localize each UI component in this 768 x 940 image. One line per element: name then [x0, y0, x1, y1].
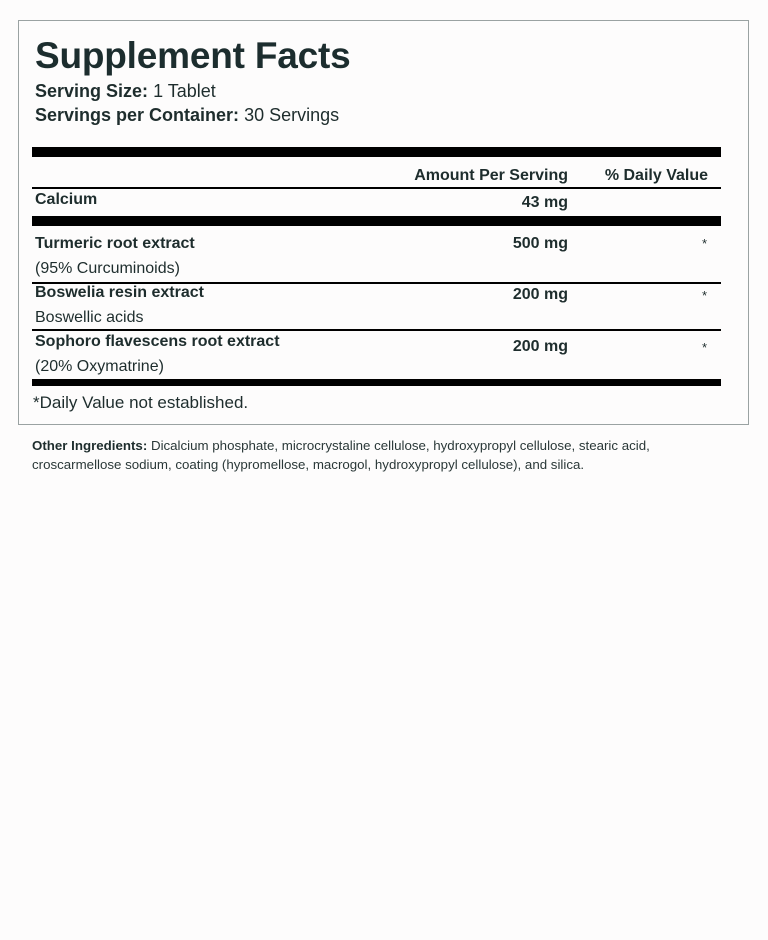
divider-thin	[32, 187, 721, 189]
ingredient-name: Turmeric root extract	[35, 235, 195, 252]
other-ingredients-label: Other Ingredients:	[32, 438, 148, 453]
serving-size-line	[35, 81, 216, 102]
divider-thick	[32, 147, 721, 157]
daily-value-footnote: *Daily Value not established.	[33, 393, 249, 412]
other-ingredients-text: Dicalcium phosphate, microcrystaline cellulose, hydroxypropyl cellulose, stearic acid, croscarmellose sodium, coating (hypromellose, macrogol, hydroxypropyl cellulose), and silica.	[32, 438, 650, 472]
column-header-daily-value: % Daily Value	[604, 167, 708, 184]
ingredient-amount: 200 mg	[512, 286, 568, 303]
ingredient-detail: (95% Curcuminoids)	[35, 260, 180, 277]
nutrient-name: Calcium	[35, 191, 98, 208]
ingredient-amount: 200 mg	[512, 338, 568, 355]
divider-thick	[32, 216, 721, 226]
column-header-amount: Amount Per Serving	[414, 167, 568, 184]
servings-per-container-line	[35, 105, 339, 126]
divider-thin	[32, 329, 721, 331]
page-title: Supplement Facts	[35, 35, 351, 76]
ingredient-daily-value: *	[701, 288, 707, 303]
ingredient-name: Boswelia resin extract	[35, 284, 204, 301]
servings-per-container-value: 30 Servings	[244, 105, 340, 125]
ingredient-detail: (20% Oxymatrine)	[35, 358, 164, 375]
serving-size-value: 1 Tablet	[153, 81, 216, 101]
ingredient-detail: Boswellic acids	[35, 309, 144, 326]
ingredient-daily-value: *	[701, 236, 707, 251]
servings-per-container-label: Servings per Container:	[35, 105, 240, 125]
supplement-facts-panel	[18, 20, 749, 425]
divider-thick	[32, 379, 721, 386]
ingredient-daily-value: *	[701, 340, 707, 355]
ingredient-amount: 500 mg	[512, 235, 568, 252]
serving-size-label: Serving Size:	[35, 81, 149, 101]
ingredient-name: Sophoro flavescens root extract	[35, 333, 280, 350]
other-ingredients	[32, 436, 732, 474]
nutrient-amount: 43 mg	[521, 194, 568, 211]
